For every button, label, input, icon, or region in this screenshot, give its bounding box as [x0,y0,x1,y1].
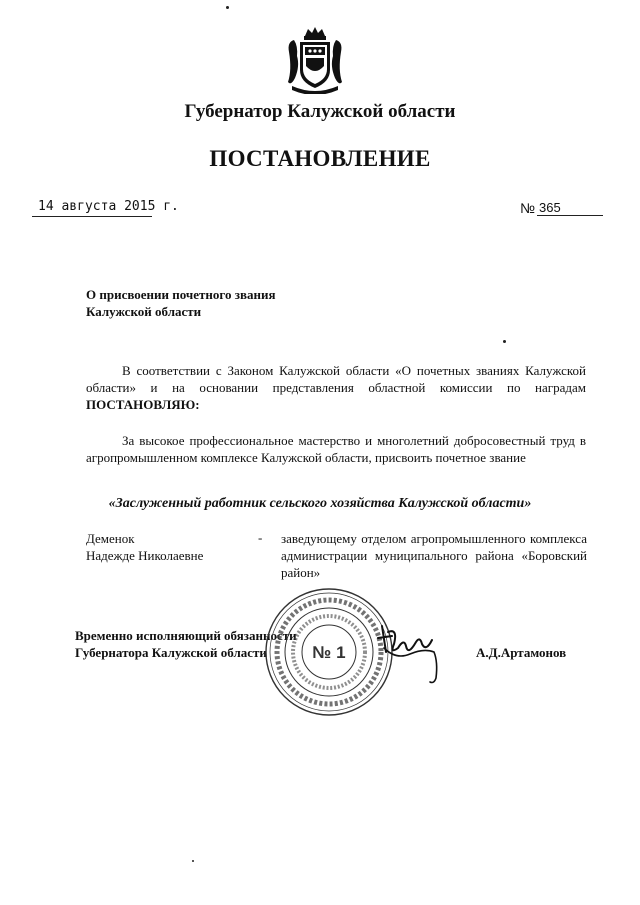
resolution-word: ПОСТАНОВЛЯЮ: [86,397,200,412]
scan-speck [192,860,194,862]
subject-line-1: О присвоении почетного звания [86,287,276,302]
stamp-number: № 1 [312,643,346,662]
signatory-title-line-2: Губернатора Калужской области [75,645,267,660]
document-subject [86,286,275,320]
recipient-position: заведующему отделом агропромышленного комплекса администрации муниципального района «Боровский район» [281,531,587,580]
document-number: 365 [539,200,561,215]
number-underline [537,215,603,216]
number-label: № [520,200,536,216]
date-underline [32,216,152,217]
signatory-title-line-1: Временно исполняющий обязанности [75,628,297,643]
recipient-name [86,530,203,564]
recipient-given-names: Надежде Николаевне [86,548,204,563]
scan-speck [226,6,229,9]
award-title: «Заслуженный работник сельского хозяйства Калужской области» [108,496,532,511]
award-reason-paragraph: За высокое профессиональное мастерство и многолетний добросовестный труд в агропромышленном комплексе Калужской области, присвоить почетное звание [86,433,586,465]
recipient-dash: - [258,530,263,545]
recipient-surname: Деменок [86,531,135,546]
signatory-name: А.Д.Артамонов [476,645,567,660]
scan-speck [503,340,506,343]
coat-of-arms-icon [286,26,344,94]
issuing-authority: Губернатор Калужской области [184,101,456,122]
subject-line-2: Калужской области [86,304,202,319]
document-type: ПОСТАНОВЛЕНИЕ [209,146,431,171]
preamble-text: В соответствии с Законом Калужской области «О почетных званиях Калужской области» и на основании представления областной комиссии по наградам [86,363,586,395]
document-date: 14 августа 2015 г. [38,199,179,214]
preamble-paragraph [86,362,586,413]
handwritten-signature-icon [376,618,440,688]
